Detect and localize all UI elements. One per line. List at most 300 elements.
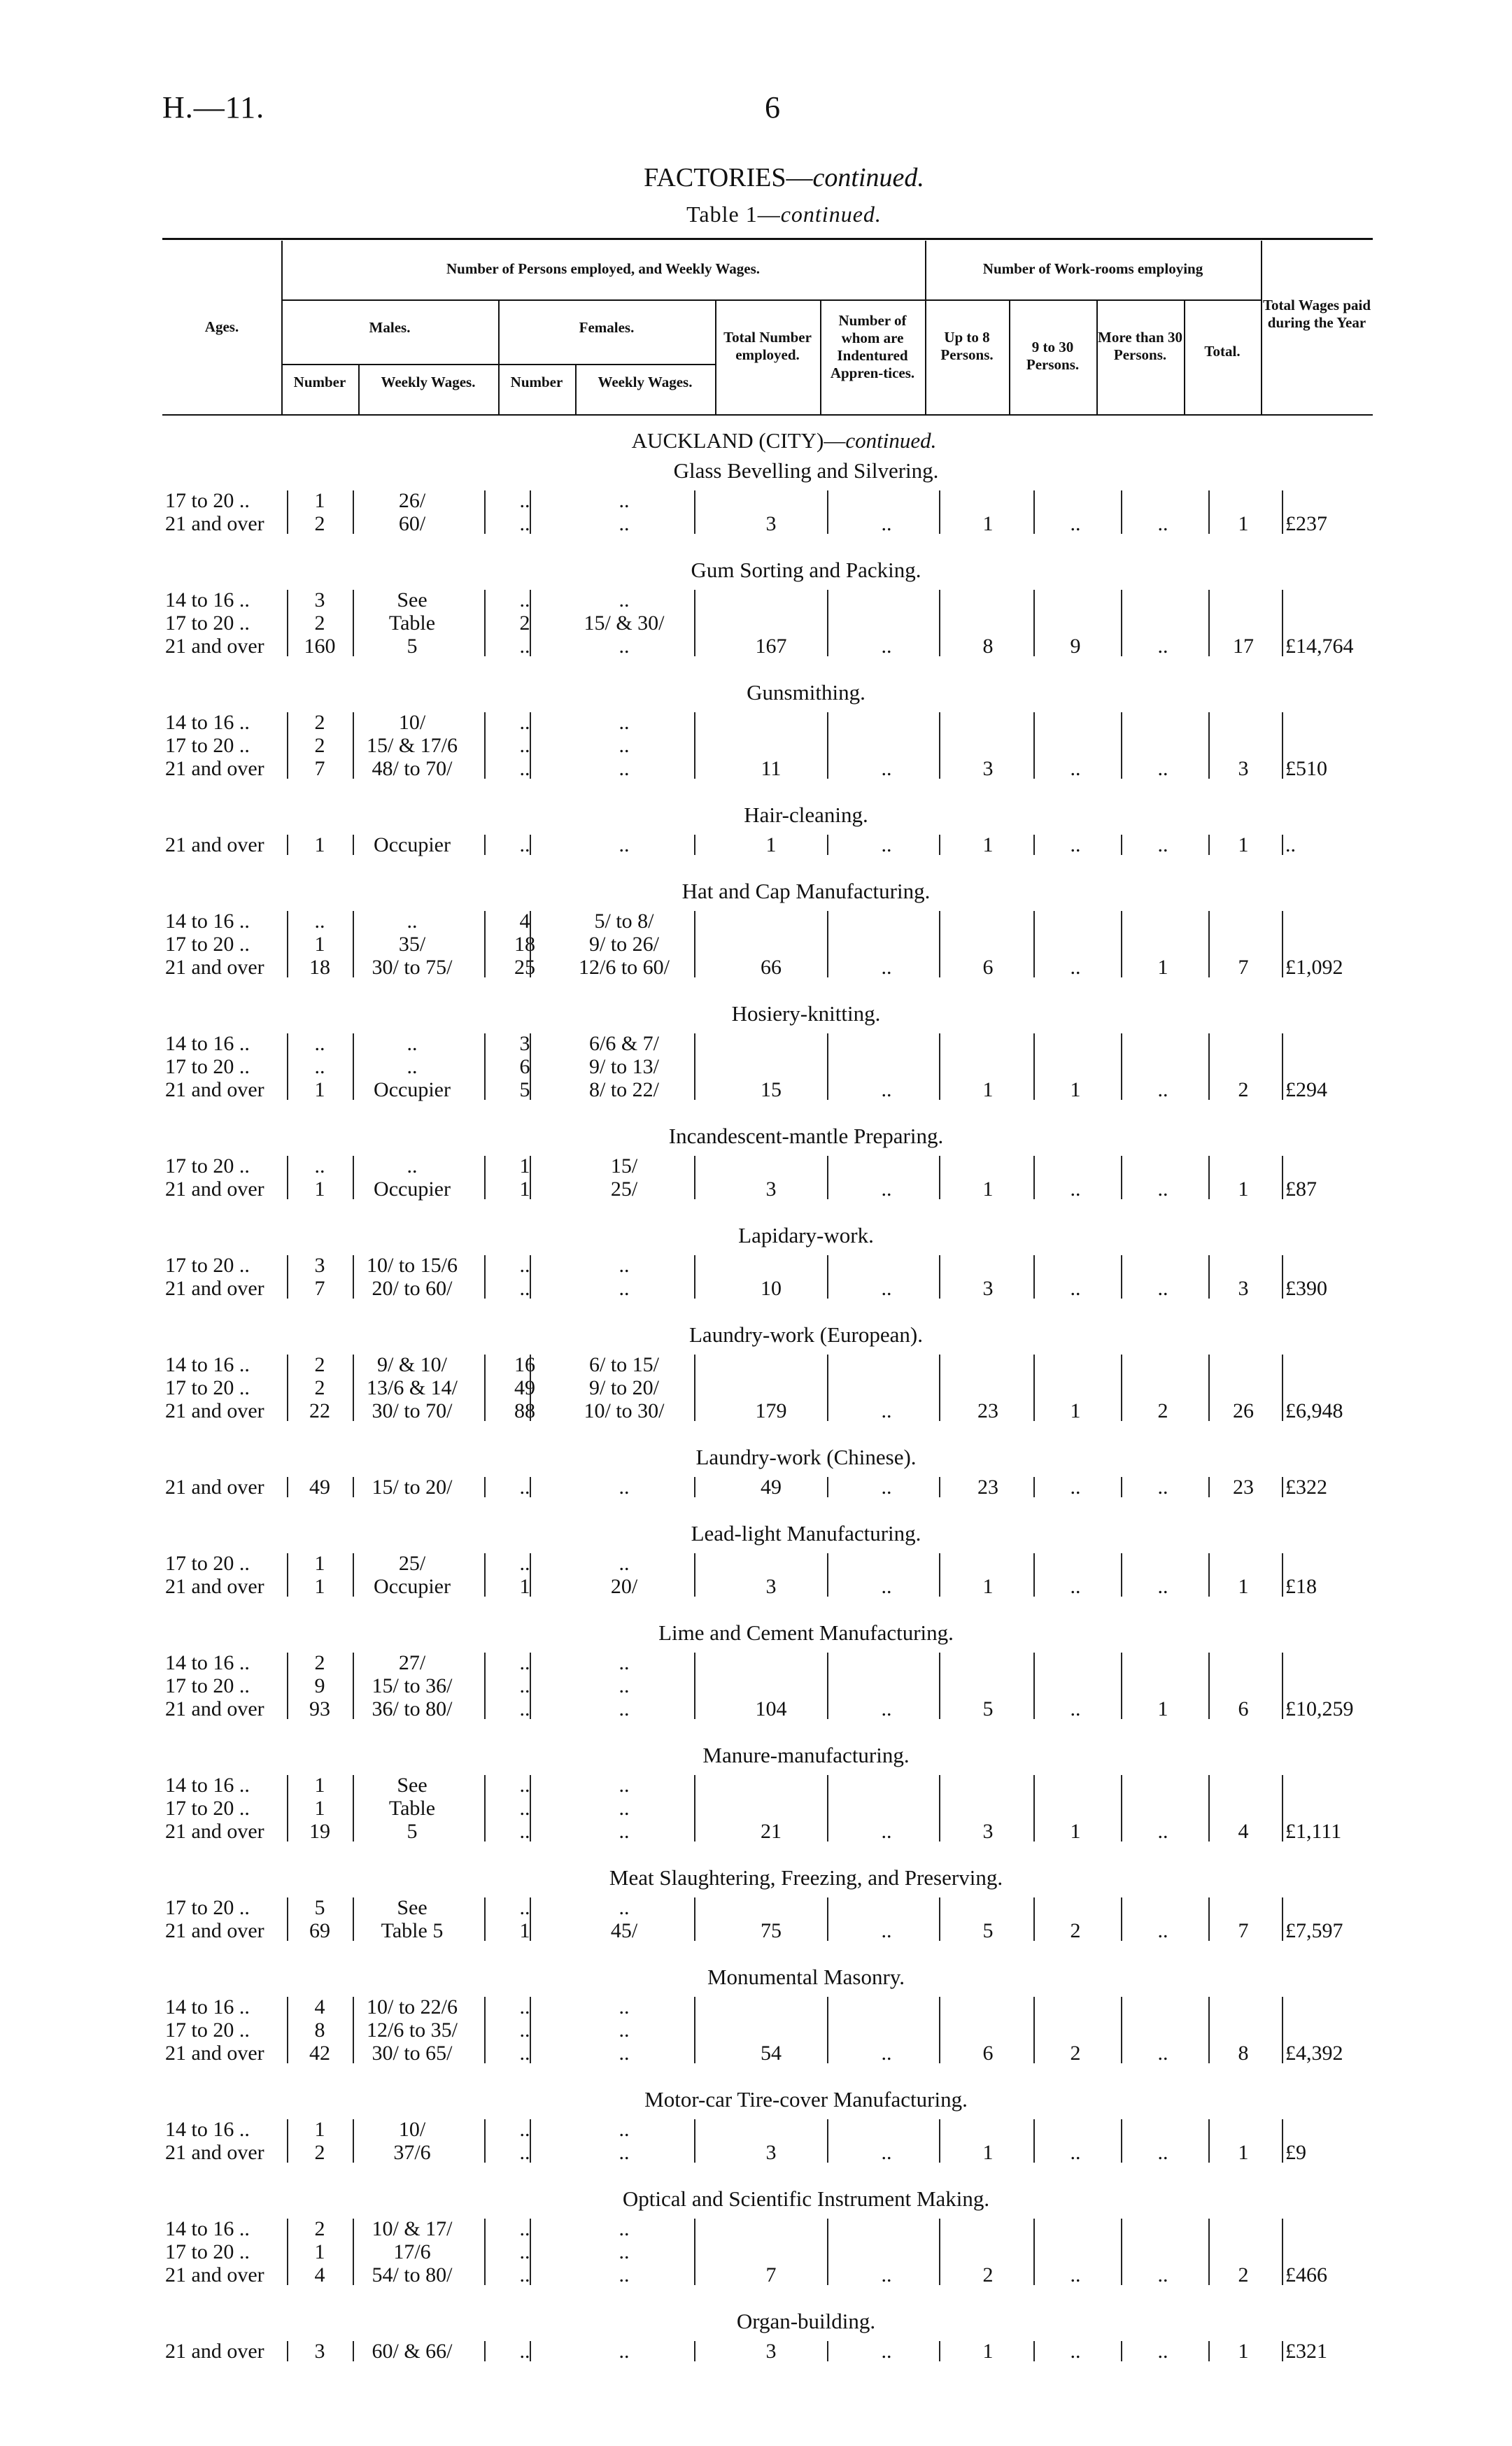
column-rule <box>1121 1997 1122 2063</box>
column-rule <box>939 1553 940 1597</box>
industry-rows <box>162 1995 1373 2065</box>
workrooms-total: 1 <box>1238 512 1249 535</box>
males-weekly-wages: See <box>397 1774 428 1797</box>
column-rule <box>1033 490 1035 534</box>
females-weekly-wages: 5/ to 8/ <box>594 910 654 933</box>
apprentices: .. <box>881 1078 892 1101</box>
industry-section <box>162 1223 1373 1300</box>
column-rule <box>1208 1033 1210 1100</box>
males-weekly-wages: Occupier <box>374 833 451 856</box>
column-rule <box>287 1553 288 1597</box>
apprentices: .. <box>881 1399 892 1422</box>
females-number: .. <box>519 1674 530 1697</box>
column-rule <box>353 590 354 656</box>
industry-section <box>162 1521 1373 1598</box>
females-number: .. <box>519 1995 530 2019</box>
apprentices: .. <box>881 1575 892 1598</box>
industry-section <box>162 1965 1373 2065</box>
column-rule <box>484 1553 486 1597</box>
age-group: 17 to 20 .. <box>165 933 250 956</box>
column-rule <box>287 1033 288 1100</box>
industry-section <box>162 1445 1373 1499</box>
total-employed: 49 <box>761 1476 782 1499</box>
workrooms-total: 1 <box>1238 833 1249 856</box>
col-apprentices: Number of whom are Indentured Appren-tices. <box>830 312 915 381</box>
females-number: 1 <box>519 1178 530 1201</box>
age-group: 21 and over <box>165 1697 264 1720</box>
column-rule <box>484 1156 486 1199</box>
females-number: 25 <box>514 956 535 979</box>
workrooms-total: 2 <box>1238 1078 1249 1101</box>
column-rule <box>353 490 354 534</box>
females-number: .. <box>519 2263 530 2286</box>
total-wages: £18 <box>1285 1575 1317 1598</box>
industry-section <box>162 1620 1373 1720</box>
col-ages: Ages. <box>204 318 239 335</box>
females-weekly-wages: 15/ & 30/ <box>584 612 665 635</box>
column-rule <box>1282 1653 1283 1719</box>
column-rule <box>694 490 695 534</box>
males-weekly-wages: 35/ <box>398 933 426 956</box>
column-rule <box>287 490 288 534</box>
age-group: 17 to 20 .. <box>165 1154 250 1178</box>
total-wages: £1,111 <box>1285 1820 1342 1843</box>
age-group: 14 to 16 .. <box>165 1995 250 2019</box>
column-rule <box>827 1553 828 1597</box>
column-rule <box>1208 1255 1210 1299</box>
column-rule <box>827 1156 828 1199</box>
females-number: .. <box>519 588 530 612</box>
females-weekly-wages: .. <box>619 1254 630 1277</box>
column-rule <box>484 490 486 534</box>
workrooms-9-to-30: .. <box>1070 757 1081 780</box>
column-rule <box>484 1255 486 1299</box>
females-number: .. <box>519 2141 530 2164</box>
column-rule <box>287 1897 288 1941</box>
column-rule <box>353 1897 354 1941</box>
females-weekly-wages: 9/ to 13/ <box>588 1055 659 1078</box>
column-rule <box>1121 1156 1122 1199</box>
males-number: 1 <box>314 833 325 856</box>
females-weekly-wages: .. <box>619 2042 630 2065</box>
column-rule <box>1121 1255 1122 1299</box>
column-rule <box>1208 1897 1210 1941</box>
females-number: .. <box>519 2240 530 2263</box>
column-rule <box>1282 1255 1283 1299</box>
males-number: 4 <box>314 1995 325 2019</box>
column-rule <box>1208 1653 1210 1719</box>
age-group: 21 and over <box>165 1078 264 1101</box>
males-number: 49 <box>309 1476 330 1499</box>
column-rule <box>1033 2341 1035 2361</box>
age-group: 21 and over <box>165 956 264 979</box>
workrooms-up-to-8: 1 <box>982 2141 994 2164</box>
males-number: 9 <box>314 1674 325 1697</box>
column-rule <box>827 712 828 779</box>
top-rule <box>162 238 1373 240</box>
males-weekly-wages: 36/ to 80/ <box>372 1697 453 1720</box>
column-rule <box>827 911 828 977</box>
males-weekly-wages: 15/ to 36/ <box>372 1674 453 1697</box>
males-number: 1 <box>314 1552 325 1575</box>
males-number: 3 <box>314 588 325 612</box>
industry-title: Gunsmithing. <box>747 680 865 705</box>
males-number: 5 <box>314 1896 325 1919</box>
apprentices: .. <box>881 512 892 535</box>
males-number: .. <box>314 1154 325 1178</box>
column-rule <box>1033 1477 1035 1497</box>
females-number: .. <box>519 2019 530 2042</box>
males-weekly-wages: 10/ <box>398 711 426 734</box>
males-number: 1 <box>314 2118 325 2141</box>
total-employed: 1 <box>765 833 777 856</box>
industry-rows <box>162 1896 1373 1942</box>
females-number: .. <box>519 489 530 512</box>
age-group: 14 to 16 .. <box>165 1353 250 1376</box>
column-rule <box>694 2341 695 2361</box>
column-rule <box>1282 2119 1283 2163</box>
workrooms-up-to-8: 1 <box>982 2340 994 2363</box>
industry-rows <box>162 711 1373 780</box>
industry-title: Motor-car Tire-cover Manufacturing. <box>644 2087 968 2112</box>
age-group: 21 and over <box>165 2340 264 2363</box>
females-number: .. <box>519 1552 530 1575</box>
age-group: 17 to 20 .. <box>165 2240 250 2263</box>
females-number: 49 <box>514 1376 535 1399</box>
females-number: 1 <box>519 1575 530 1598</box>
apprentices: .. <box>881 1820 892 1843</box>
workrooms-up-to-8: 5 <box>982 1697 994 1720</box>
males-weekly-wages: 30/ to 75/ <box>372 956 453 979</box>
males-weekly-wages: 37/6 <box>393 2141 431 2164</box>
females-weekly-wages: 6/6 & 7/ <box>588 1032 659 1055</box>
column-rule <box>694 1255 695 1299</box>
column-rule <box>1208 1775 1210 1841</box>
workrooms-9-to-30: .. <box>1070 1178 1081 1201</box>
column-rule <box>530 712 531 779</box>
column-rule <box>1282 1553 1283 1597</box>
column-rule <box>939 2119 940 2163</box>
column-rule <box>694 911 695 977</box>
col-males: Males. <box>369 319 411 336</box>
col-up-to-8: Up to 8 Persons. <box>940 329 994 363</box>
column-rule <box>694 1553 695 1597</box>
column-rule <box>694 2219 695 2285</box>
age-group: 21 and over <box>165 1476 264 1499</box>
males-weekly-wages: 15/ to 20/ <box>372 1476 453 1499</box>
industry-rows <box>162 1651 1373 1720</box>
females-weekly-wages: 15/ <box>610 1154 638 1178</box>
total-employed: 104 <box>755 1697 787 1720</box>
industry-title: Laundry-work (European). <box>689 1322 923 1347</box>
workrooms-more-than-30: .. <box>1157 1178 1168 1201</box>
column-rule <box>530 1355 531 1421</box>
males-number: 1 <box>314 1078 325 1101</box>
column-rule <box>1033 1355 1035 1421</box>
females-weekly-wages: .. <box>619 1820 630 1843</box>
females-number: 18 <box>514 933 535 956</box>
males-number: 1 <box>314 1774 325 1797</box>
apprentices: .. <box>881 2263 892 2286</box>
page-title: FACTORIES—continued. <box>644 163 924 192</box>
column-rule <box>1282 590 1283 656</box>
workrooms-more-than-30: .. <box>1157 635 1168 658</box>
age-group: 14 to 16 .. <box>165 2118 250 2141</box>
column-rule <box>1282 712 1283 779</box>
column-rule <box>287 911 288 977</box>
column-rule <box>287 590 288 656</box>
apprentices: .. <box>881 1476 892 1499</box>
females-weekly-wages: 20/ <box>610 1575 638 1598</box>
males-number: 7 <box>314 757 325 780</box>
column-rule <box>1208 1156 1210 1199</box>
females-number: .. <box>519 2340 530 2363</box>
age-group: 17 to 20 .. <box>165 1552 250 1575</box>
column-rule <box>1282 1477 1283 1497</box>
column-rule <box>694 1033 695 1100</box>
workrooms-total: 3 <box>1238 757 1249 780</box>
males-weekly-wages: See <box>397 1896 428 1919</box>
col-total: Total. <box>1204 343 1241 360</box>
males-number: 93 <box>309 1697 330 1720</box>
age-group: 14 to 16 .. <box>165 588 250 612</box>
industry-rows <box>162 588 1373 658</box>
column-rule <box>484 1653 486 1719</box>
workrooms-more-than-30: .. <box>1157 1575 1168 1598</box>
total-wages: £9 <box>1285 2141 1306 2164</box>
industry-title: Lime and Cement Manufacturing. <box>658 1620 954 1645</box>
females-weekly-wages: .. <box>619 1552 630 1575</box>
females-number: .. <box>519 1651 530 1674</box>
females-weekly-wages: 8/ to 22/ <box>588 1078 659 1101</box>
females-number: .. <box>519 833 530 856</box>
age-group: 14 to 16 .. <box>165 1774 250 1797</box>
males-number: 18 <box>309 956 330 979</box>
workrooms-more-than-30: 1 <box>1157 1697 1168 1720</box>
industry-title: Organ-building. <box>736 2309 876 2333</box>
workrooms-9-to-30: .. <box>1070 2141 1081 2164</box>
females-number: .. <box>519 711 530 734</box>
column-rule <box>827 1997 828 2063</box>
column-rule <box>530 1156 531 1199</box>
total-employed: 10 <box>761 1277 782 1300</box>
total-employed: 75 <box>761 1919 782 1942</box>
males-weekly-wages: 10/ to 22/6 <box>366 1995 458 2019</box>
workrooms-9-to-30: 2 <box>1070 2042 1081 2065</box>
column-rule <box>353 1477 354 1497</box>
males-weekly-wages: 17/6 <box>393 2240 431 2263</box>
column-rule <box>484 1033 486 1100</box>
column-rule <box>484 911 486 977</box>
males-weekly-wages: 12/6 to 35/ <box>366 2019 458 2042</box>
column-rule <box>1033 1255 1035 1299</box>
workrooms-total: 1 <box>1238 1178 1249 1201</box>
total-wages: £87 <box>1285 1178 1317 1201</box>
column-rule <box>1033 1653 1035 1719</box>
industry-section <box>162 1865 1373 1942</box>
males-number: 2 <box>314 2217 325 2240</box>
column-rule <box>939 1033 940 1100</box>
column-rule <box>1121 490 1122 534</box>
total-wages: £390 <box>1285 1277 1327 1300</box>
column-rule <box>827 1897 828 1941</box>
workrooms-total: 23 <box>1233 1476 1254 1499</box>
column-rule <box>694 1477 695 1497</box>
column-rule <box>287 712 288 779</box>
workrooms-9-to-30: .. <box>1070 833 1081 856</box>
females-number: 3 <box>519 1032 530 1055</box>
column-rule <box>1033 1553 1035 1597</box>
males-weekly-wages: Occupier <box>374 1575 451 1598</box>
age-group: 14 to 16 .. <box>165 1032 250 1055</box>
workrooms-more-than-30: .. <box>1157 2042 1168 2065</box>
males-number: 2 <box>314 612 325 635</box>
workrooms-more-than-30: .. <box>1157 833 1168 856</box>
females-weekly-wages: .. <box>619 588 630 612</box>
females-weekly-wages: .. <box>619 757 630 780</box>
workrooms-more-than-30: .. <box>1157 1476 1168 1499</box>
total-employed: 167 <box>755 635 787 658</box>
workrooms-total: 17 <box>1233 635 1254 658</box>
males-weekly-wages: Table <box>388 612 436 635</box>
column-rule <box>939 911 940 977</box>
females-weekly-wages: .. <box>619 2217 630 2240</box>
males-weekly-wages: 10/ <box>398 2118 426 2141</box>
col-females-number: Number <box>510 374 563 390</box>
column-rule <box>939 1997 940 2063</box>
males-weekly-wages: 5 <box>407 1820 418 1843</box>
males-number: 2 <box>314 1353 325 1376</box>
industry-section <box>162 2186 1373 2286</box>
females-weekly-wages: .. <box>619 1995 630 2019</box>
column-rule <box>1033 2119 1035 2163</box>
column-rule <box>1033 590 1035 656</box>
city-heading: AUCKLAND (CITY)—continued. <box>631 428 937 453</box>
females-weekly-wages: 9/ to 20/ <box>588 1376 659 1399</box>
total-wages: £466 <box>1285 2263 1327 2286</box>
workrooms-total: 4 <box>1238 1820 1249 1843</box>
males-number: 1 <box>314 933 325 956</box>
column-rule <box>484 712 486 779</box>
column-rule <box>353 1033 354 1100</box>
total-employed: 21 <box>761 1820 782 1843</box>
industry-section <box>162 879 1373 979</box>
age-group: 17 to 20 .. <box>165 2019 250 2042</box>
workrooms-total: 3 <box>1238 1277 1249 1300</box>
total-wages: £6,948 <box>1285 1399 1343 1422</box>
males-weekly-wages: 10/ to 15/6 <box>366 1254 458 1277</box>
females-weekly-wages: .. <box>619 1697 630 1720</box>
column-rule <box>939 1477 940 1497</box>
males-weekly-wages: 60/ <box>398 512 426 535</box>
column-rule <box>694 590 695 656</box>
industry-title: Lead-light Manufacturing. <box>691 1521 921 1546</box>
col-males-wages: Weekly Wages. <box>381 374 476 390</box>
column-rule <box>530 1997 531 2063</box>
males-number: 2 <box>314 1651 325 1674</box>
workrooms-up-to-8: 6 <box>982 2042 994 2065</box>
males-weekly-wages: 54/ to 80/ <box>372 2263 453 2286</box>
col-9-to-30: 9 to 30 Persons. <box>1026 339 1080 373</box>
age-group: 21 and over <box>165 1575 264 1598</box>
males-number: .. <box>314 1032 325 1055</box>
workrooms-9-to-30: 1 <box>1070 1820 1081 1843</box>
workrooms-up-to-8: 2 <box>982 2263 994 2286</box>
females-number: .. <box>519 2042 530 2065</box>
females-number: .. <box>519 1697 530 1720</box>
column-rule <box>484 2219 486 2285</box>
column-rule <box>1033 2219 1035 2285</box>
workrooms-9-to-30: 9 <box>1070 635 1081 658</box>
column-rule <box>827 590 828 656</box>
column-rule <box>353 1156 354 1199</box>
industry-section <box>162 1743 1373 1843</box>
column-rule <box>1282 1156 1283 1199</box>
column-rule <box>530 490 531 534</box>
column-rule <box>530 1033 531 1100</box>
males-number: .. <box>314 910 325 933</box>
workrooms-9-to-30: 1 <box>1070 1078 1081 1101</box>
col-workrooms-group: Number of Work-rooms employing <box>982 260 1203 277</box>
males-number: 8 <box>314 2019 325 2042</box>
males-weekly-wages: Occupier <box>374 1178 451 1201</box>
workrooms-total: 1 <box>1238 2141 1249 2164</box>
column-rule <box>1121 911 1122 977</box>
industry-rows <box>162 2340 1373 2363</box>
females-number: 1 <box>519 1919 530 1942</box>
workrooms-more-than-30: .. <box>1157 1919 1168 1942</box>
females-weekly-wages: .. <box>619 1674 630 1697</box>
column-rule <box>827 1033 828 1100</box>
females-number: 1 <box>519 1154 530 1178</box>
column-rule <box>1282 2341 1283 2361</box>
column-rule <box>1282 1775 1283 1841</box>
females-weekly-wages: .. <box>619 635 630 658</box>
total-wages: £1,092 <box>1285 956 1343 979</box>
workrooms-up-to-8: 23 <box>977 1399 998 1422</box>
column-rule <box>353 1255 354 1299</box>
column-rule <box>1033 1156 1035 1199</box>
females-number: 16 <box>514 1353 535 1376</box>
females-number: .. <box>519 1820 530 1843</box>
industry-rows <box>162 1353 1373 1422</box>
column-rule <box>939 1653 940 1719</box>
age-group: 17 to 20 .. <box>165 1254 250 1277</box>
workrooms-up-to-8: 3 <box>982 1277 994 1300</box>
males-weekly-wages: 30/ to 65/ <box>372 2042 453 2065</box>
industry-title: Gum Sorting and Packing. <box>691 558 921 582</box>
males-number: 2 <box>314 2141 325 2164</box>
workrooms-more-than-30: 2 <box>1157 1399 1168 1422</box>
column-rule <box>827 1477 828 1497</box>
males-number: 69 <box>309 1919 330 1942</box>
males-number: 2 <box>314 1376 325 1399</box>
males-weekly-wages: 20/ to 60/ <box>372 1277 453 1300</box>
total-wages: £14,764 <box>1285 635 1354 658</box>
workrooms-total: 7 <box>1238 956 1249 979</box>
column-rule <box>1208 1553 1210 1597</box>
column-rule <box>353 911 354 977</box>
column-rule <box>287 1156 288 1199</box>
males-weekly-wages: .. <box>407 1055 418 1078</box>
apprentices: .. <box>881 1178 892 1201</box>
males-weekly-wages: 9/ & 10/ <box>376 1353 447 1376</box>
column-rule <box>1121 1033 1122 1100</box>
column-rule <box>1208 490 1210 534</box>
column-rule <box>353 1653 354 1719</box>
males-weekly-wages: 48/ to 70/ <box>372 757 453 780</box>
males-weekly-wages: 13/6 & 14/ <box>366 1376 458 1399</box>
